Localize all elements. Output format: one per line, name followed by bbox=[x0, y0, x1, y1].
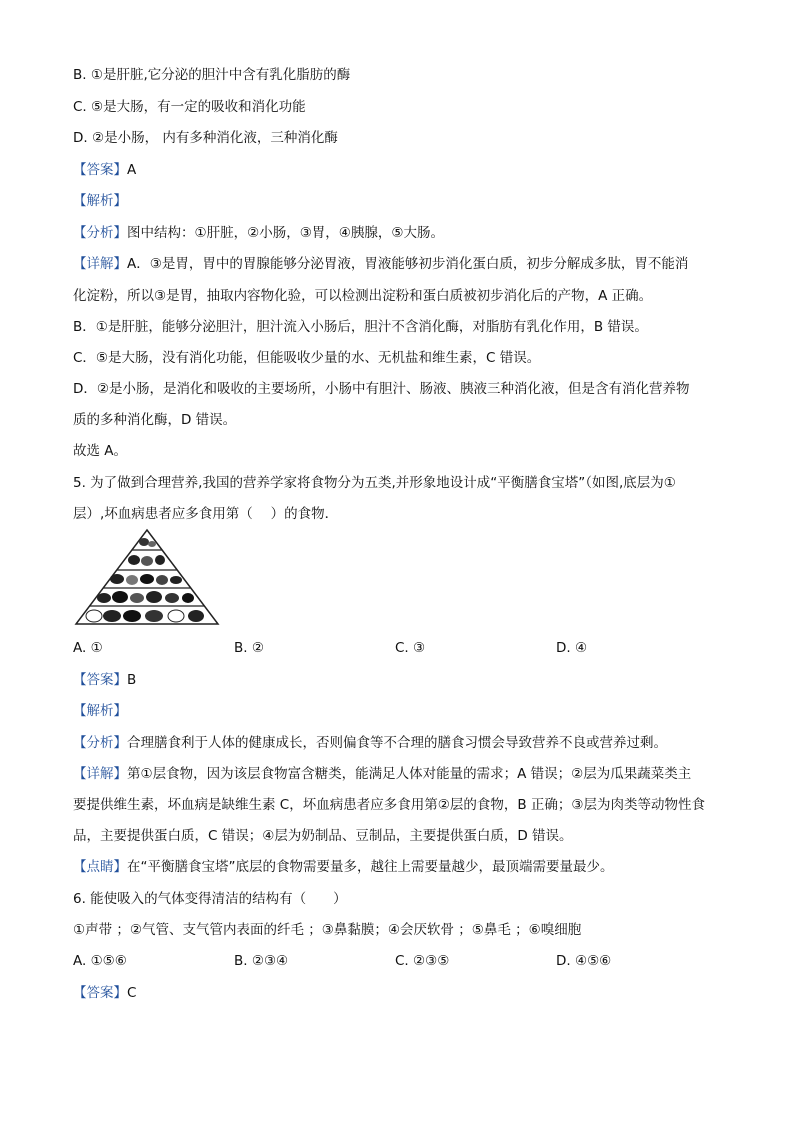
q5-option-b: B. ② bbox=[234, 640, 264, 656]
q4-option-d: D. ②是小肠， 内有多种消化液，三种消化酶 bbox=[73, 130, 338, 146]
xiangjie-text: A．③是胃，胃中的胃腺能够分泌胃液，胃液能够初步消化蛋白质，初步分解成多肽，胃不能消 bbox=[127, 256, 689, 272]
q5-option-a: A. ① bbox=[73, 640, 103, 656]
fenxi-tag: 【分析】 bbox=[73, 225, 127, 241]
q6-options bbox=[73, 951, 724, 971]
q4-b-explain: B．①是肝脏，能够分泌胆汁，胆汁流入小肠后，胆汁不含消化酶，对脂肪有乳化作用，B 错误。 bbox=[73, 319, 648, 335]
answer-tag: 【答案】 bbox=[73, 672, 127, 688]
fenxi-text: 合理膳食利于人体的健康成长，否则偏食等不合理的膳食习惯会导致营养不良或营养过剩。 bbox=[127, 735, 667, 751]
q4-c-explain: C．⑤是大肠，没有消化功能，但能吸收少量的水、无机盐和维生素，C 错误。 bbox=[73, 350, 541, 366]
q5-fenxi bbox=[73, 733, 724, 753]
answer-value: B bbox=[127, 672, 137, 688]
q6-answer bbox=[73, 983, 724, 1003]
q4-d-explain-2: 质的多种消化酶，D 错误。 bbox=[73, 412, 237, 428]
xiangjie-text: 第①层食物，因为该层食物富含糖类，能满足人体对能量的需求；A 错误；②层为瓜果蔬菜类主 bbox=[127, 766, 692, 782]
xiangjie-tag: 【详解】 bbox=[73, 766, 127, 782]
q5-option-d: D. ④ bbox=[556, 640, 588, 656]
q5-answer bbox=[73, 670, 724, 690]
q6-option-d: D. ④⑤⑥ bbox=[556, 953, 612, 969]
q4-option-c: C. ⑤是大肠，有一定的吸收和消化功能 bbox=[73, 99, 306, 115]
q6-option-b: B. ②③④ bbox=[234, 953, 289, 969]
q4-fenxi bbox=[73, 223, 724, 243]
q4-d-explain-1: D．②是小肠，是消化和吸收的主要场所，小肠中有胆汁、肠液、胰液三种消化液，但是含有消化营养物 bbox=[73, 381, 690, 397]
q5-xiangjie-line-3: 品，主要提供蛋白质，C 错误；④层为奶制品、豆制品，主要提供蛋白质，D 错误。 bbox=[73, 828, 573, 844]
fenxi-tag: 【分析】 bbox=[73, 735, 127, 751]
q6-option-a: A. ①⑤⑥ bbox=[73, 953, 127, 969]
q5-options bbox=[73, 638, 724, 658]
answer-value: C bbox=[127, 985, 137, 1001]
dianjing-tag: 【点睛】 bbox=[73, 859, 127, 875]
food-pyramid-image bbox=[72, 528, 222, 630]
q6-option-c: C. ②③⑤ bbox=[395, 953, 450, 969]
q5-dianjing bbox=[73, 857, 724, 877]
answer-value: A bbox=[127, 162, 137, 178]
q6-items: ①声带 ；②气管、支气管内表面的纤毛 ；③鼻黏膜；④会厌软骨 ；⑤鼻毛 ；⑥嗅细胞 bbox=[73, 922, 582, 938]
q5-stem-line-1: 5. 为了做到合理营养,我国的营养学家将食物分为五类,并形象地设计成“平衡膳食宝塔”（如图,底层为① bbox=[73, 475, 676, 491]
fenxi-text: 图中结构：①肝脏，②小肠，③胃，④胰腺，⑤大肠。 bbox=[127, 225, 445, 241]
q4-jiexi bbox=[73, 191, 724, 211]
q4-xiangjie-line-2: 化淀粉，所以③是胃，抽取内容物化验，可以检测出淀粉和蛋白质被初步消化后的产物，A 正确。 bbox=[73, 288, 653, 304]
q5-stem-line-2: 层）,坏血病患者应多食用第（ ）的食物． bbox=[73, 506, 339, 522]
q5-option-c: C. ③ bbox=[395, 640, 426, 656]
q5-jiexi bbox=[73, 701, 724, 721]
answer-tag: 【答案】 bbox=[73, 162, 127, 178]
xiangjie-tag: 【详解】 bbox=[73, 256, 127, 272]
dianjing-text: 在“平衡膳食宝塔”底层的食物需要量多，越往上需要量越少，最顶端需要量最少。 bbox=[127, 859, 614, 875]
q4-xiangjie-line-1 bbox=[73, 254, 724, 274]
q5-xiangjie-line-1 bbox=[73, 764, 724, 784]
answer-tag: 【答案】 bbox=[73, 985, 127, 1001]
q5-xiangjie-line-2: 要提供维生素，坏血病是缺维生素 C，坏血病患者应多食用第②层的食物，B 正确；③层为肉类等动物性食 bbox=[73, 797, 705, 813]
jiexi-tag: 【解析】 bbox=[73, 193, 127, 209]
q4-answer bbox=[73, 160, 724, 180]
q4-option-b: B. ①是肝脏,它分泌的胆汁中含有乳化脂肪的酶 bbox=[73, 67, 351, 83]
jiexi-tag: 【解析】 bbox=[73, 703, 127, 719]
q6-stem: 6. 能使吸入的气体变得清洁的结构有（ ） bbox=[73, 891, 347, 907]
q4-choose: 故选 A。 bbox=[73, 443, 128, 459]
